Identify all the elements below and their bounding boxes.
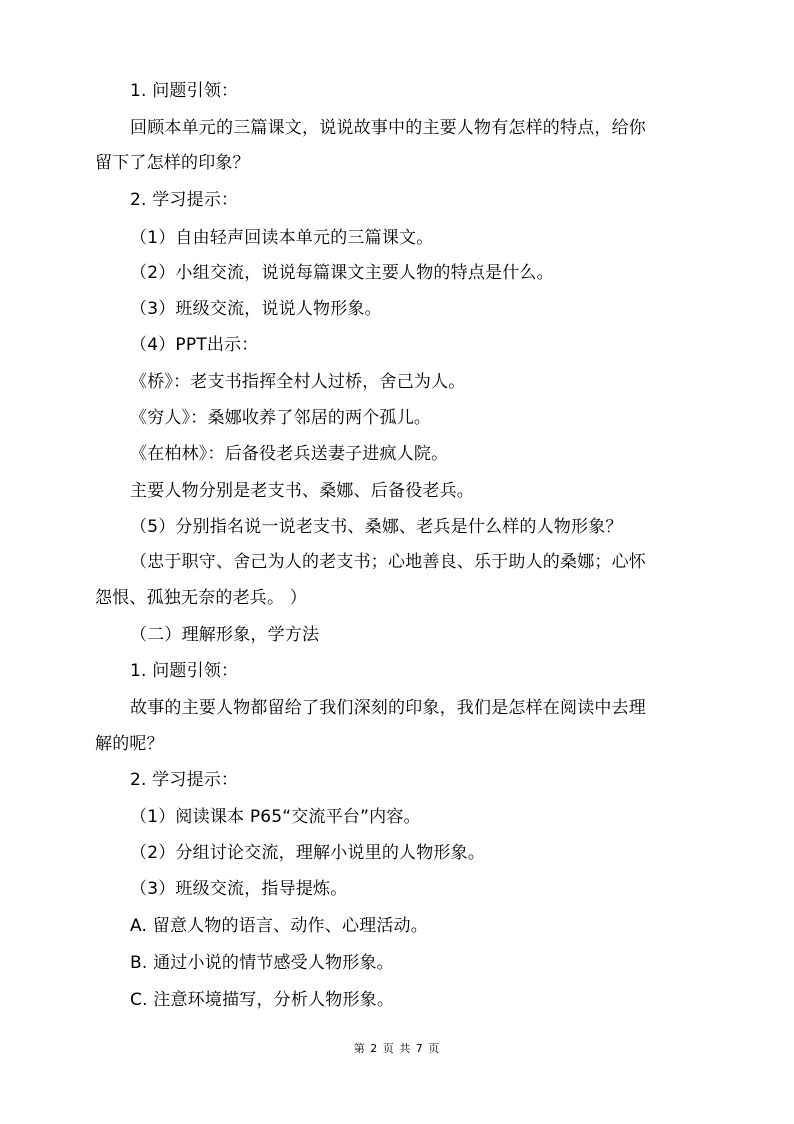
paragraph-line: 故事的主要人物都留给了我们深刻的印象，我们是怎样在阅读中去理 xyxy=(130,698,646,718)
section-heading: 2. 学习提示： xyxy=(130,190,239,210)
list-item: （2）小组交流，说说每篇课文主要人物的特点是什么。 xyxy=(130,263,554,283)
paragraph-line: 怨恨、孤独无奈的老兵。 ） xyxy=(95,588,308,608)
list-item: （5）分别指名说一说老支书、桑娜、老兵是什么样的人物形象？ xyxy=(130,517,623,537)
list-item: （4）PPT出示： xyxy=(130,335,259,355)
list-item: B. 通过小说的情节感受人物形象。 xyxy=(130,953,394,973)
paragraph-line: 《在柏林》：后备役老兵送妻子进疯人院。 xyxy=(130,444,449,464)
list-item: （1）自由轻声回读本单元的三篇课文。 xyxy=(130,228,434,248)
list-item: C. 注意环境描写，分析人物形象。 xyxy=(130,990,395,1010)
list-item: （3）班级交流，指导提炼。 xyxy=(130,879,348,899)
section-heading: 1. 问题引领： xyxy=(130,661,239,681)
paragraph-line: 《桥》：老支书指挥全村人过桥，舍己为人。 xyxy=(130,372,466,392)
section-heading: 1. 问题引领： xyxy=(130,81,239,101)
list-item: A. 留意人物的语言、动作、心理活动。 xyxy=(130,916,428,936)
section-heading: （二）理解形象，学方法 xyxy=(130,625,320,645)
paragraph-line: 解的呢？ xyxy=(95,734,164,754)
list-item: （1）阅读课本 P65“交流平台”内容。 xyxy=(130,807,421,827)
paragraph-line: 《穷人》：桑娜收养了邻居的两个孤儿。 xyxy=(130,408,432,428)
page-number: 第 2 页 共 7 页 xyxy=(353,1042,441,1055)
paragraph-line: 回顾本单元的三篇课文，说说故事中的主要人物有怎样的特点，给你 xyxy=(130,118,646,138)
list-item: （3）班级交流，说说人物形象。 xyxy=(130,299,382,319)
list-item: （2）分组讨论交流，理解小说里的人物形象。 xyxy=(130,843,486,863)
paragraph-line: 主要人物分别是老支书、桑娜、后备役老兵。 xyxy=(130,481,474,501)
paragraph-line: 留下了怎样的印象？ xyxy=(95,153,250,173)
section-heading: 2. 学习提示： xyxy=(130,770,239,790)
paragraph-line: （忠于职守、舍己为人的老支书；心地善良、乐于助人的桑娜；心怀 xyxy=(130,552,646,572)
